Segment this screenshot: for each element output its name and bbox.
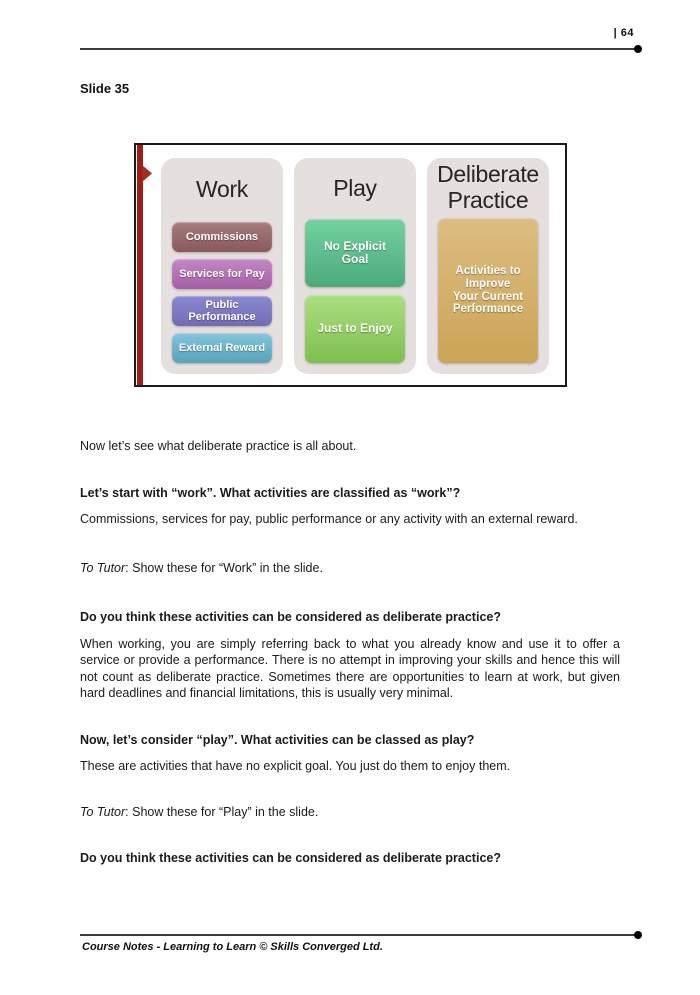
body-text xyxy=(80,438,620,867)
footer-text: Course Notes - Learning to Learn © Skills Converged Ltd. xyxy=(82,941,383,953)
header-rule xyxy=(80,48,640,50)
question-heading-deliberate-2: Do you think these activities can be considered as deliberate practice? xyxy=(80,851,501,865)
slide-figure xyxy=(134,143,567,387)
page-number: | 64 xyxy=(613,27,634,39)
slide-box-public-performance xyxy=(172,296,272,326)
column-boxes-deliberate-practice xyxy=(427,218,549,374)
slide-box-label: Services for Pay xyxy=(179,267,265,280)
slide-box-label: Just to Enjoy xyxy=(317,321,393,336)
slide-box-services-for-pay xyxy=(172,259,272,289)
header-rule-dot xyxy=(634,45,642,53)
footer-rule xyxy=(80,934,640,936)
tutor-note-prefix: To Tutor xyxy=(80,804,126,819)
slide-column-deliberate-practice xyxy=(427,158,549,374)
column-title-play: Play xyxy=(333,174,377,201)
question-heading-play: Now, let’s consider “play”. What activities can be classed as play? xyxy=(80,732,475,747)
answer-paragraph-play: These are activities that have no explicit goal. You just do them to enjoy them. xyxy=(80,759,511,773)
slide-box-no-explicit-goal xyxy=(305,219,405,287)
tutor-note-rest: : Show these for “Work” in the slide. xyxy=(125,560,323,575)
slide-box-label: External Reward xyxy=(178,341,266,354)
slide-box-label: Activities to Improve Your Current Performance xyxy=(452,264,524,316)
footer-rule-dot xyxy=(634,931,642,939)
slide-box-commissions xyxy=(172,222,272,252)
paragraph-intro: Now let’s see what deliberate practice is all about. xyxy=(80,439,357,453)
column-title-deliberate-practice: Deliberate Practice xyxy=(437,161,539,213)
answer-paragraph-working: When working, you are simply referring back to what you already know and use it to offer a service or provide a performance. There is no attempt in improving your skills and hence this will not count as deliberate practice. Sometimes there are opportunities to learn at work, but given hard deadlines and financial limitations, this is usually very minimal. xyxy=(80,636,620,700)
slide-box-activities-to-improve xyxy=(438,218,538,363)
slide-columns xyxy=(161,158,549,374)
slide-box-label: No Explicit Goal xyxy=(323,238,386,266)
slide-box-just-to-enjoy xyxy=(305,295,405,363)
answer-paragraph-work: Commissions, services for pay, public performance or any activity with an external reward. xyxy=(80,512,578,526)
slide-box-external-reward xyxy=(172,333,272,363)
slide-column-play xyxy=(294,158,416,374)
question-heading-work: Let’s start with “work”. What activities are classified as “work”? xyxy=(80,485,461,500)
question-heading-deliberate-1: Do you think these activities can be considered as deliberate practice? xyxy=(80,610,501,624)
column-title-work: Work xyxy=(195,176,249,203)
slide-column-work xyxy=(161,158,283,374)
slide-heading: Slide 35 xyxy=(80,81,130,96)
tutor-note-rest: : Show these for “Play” in the slide. xyxy=(125,804,319,819)
slide-box-label: Commissions xyxy=(185,230,259,243)
slide-box-label: Public Performance xyxy=(188,298,256,323)
slide-accent-arrow-icon xyxy=(142,165,152,182)
column-boxes-play xyxy=(294,219,416,374)
tutor-note-work xyxy=(80,560,620,577)
column-boxes-work xyxy=(161,222,283,374)
tutor-note-prefix: To Tutor xyxy=(80,560,126,575)
tutor-note-play xyxy=(80,804,620,821)
